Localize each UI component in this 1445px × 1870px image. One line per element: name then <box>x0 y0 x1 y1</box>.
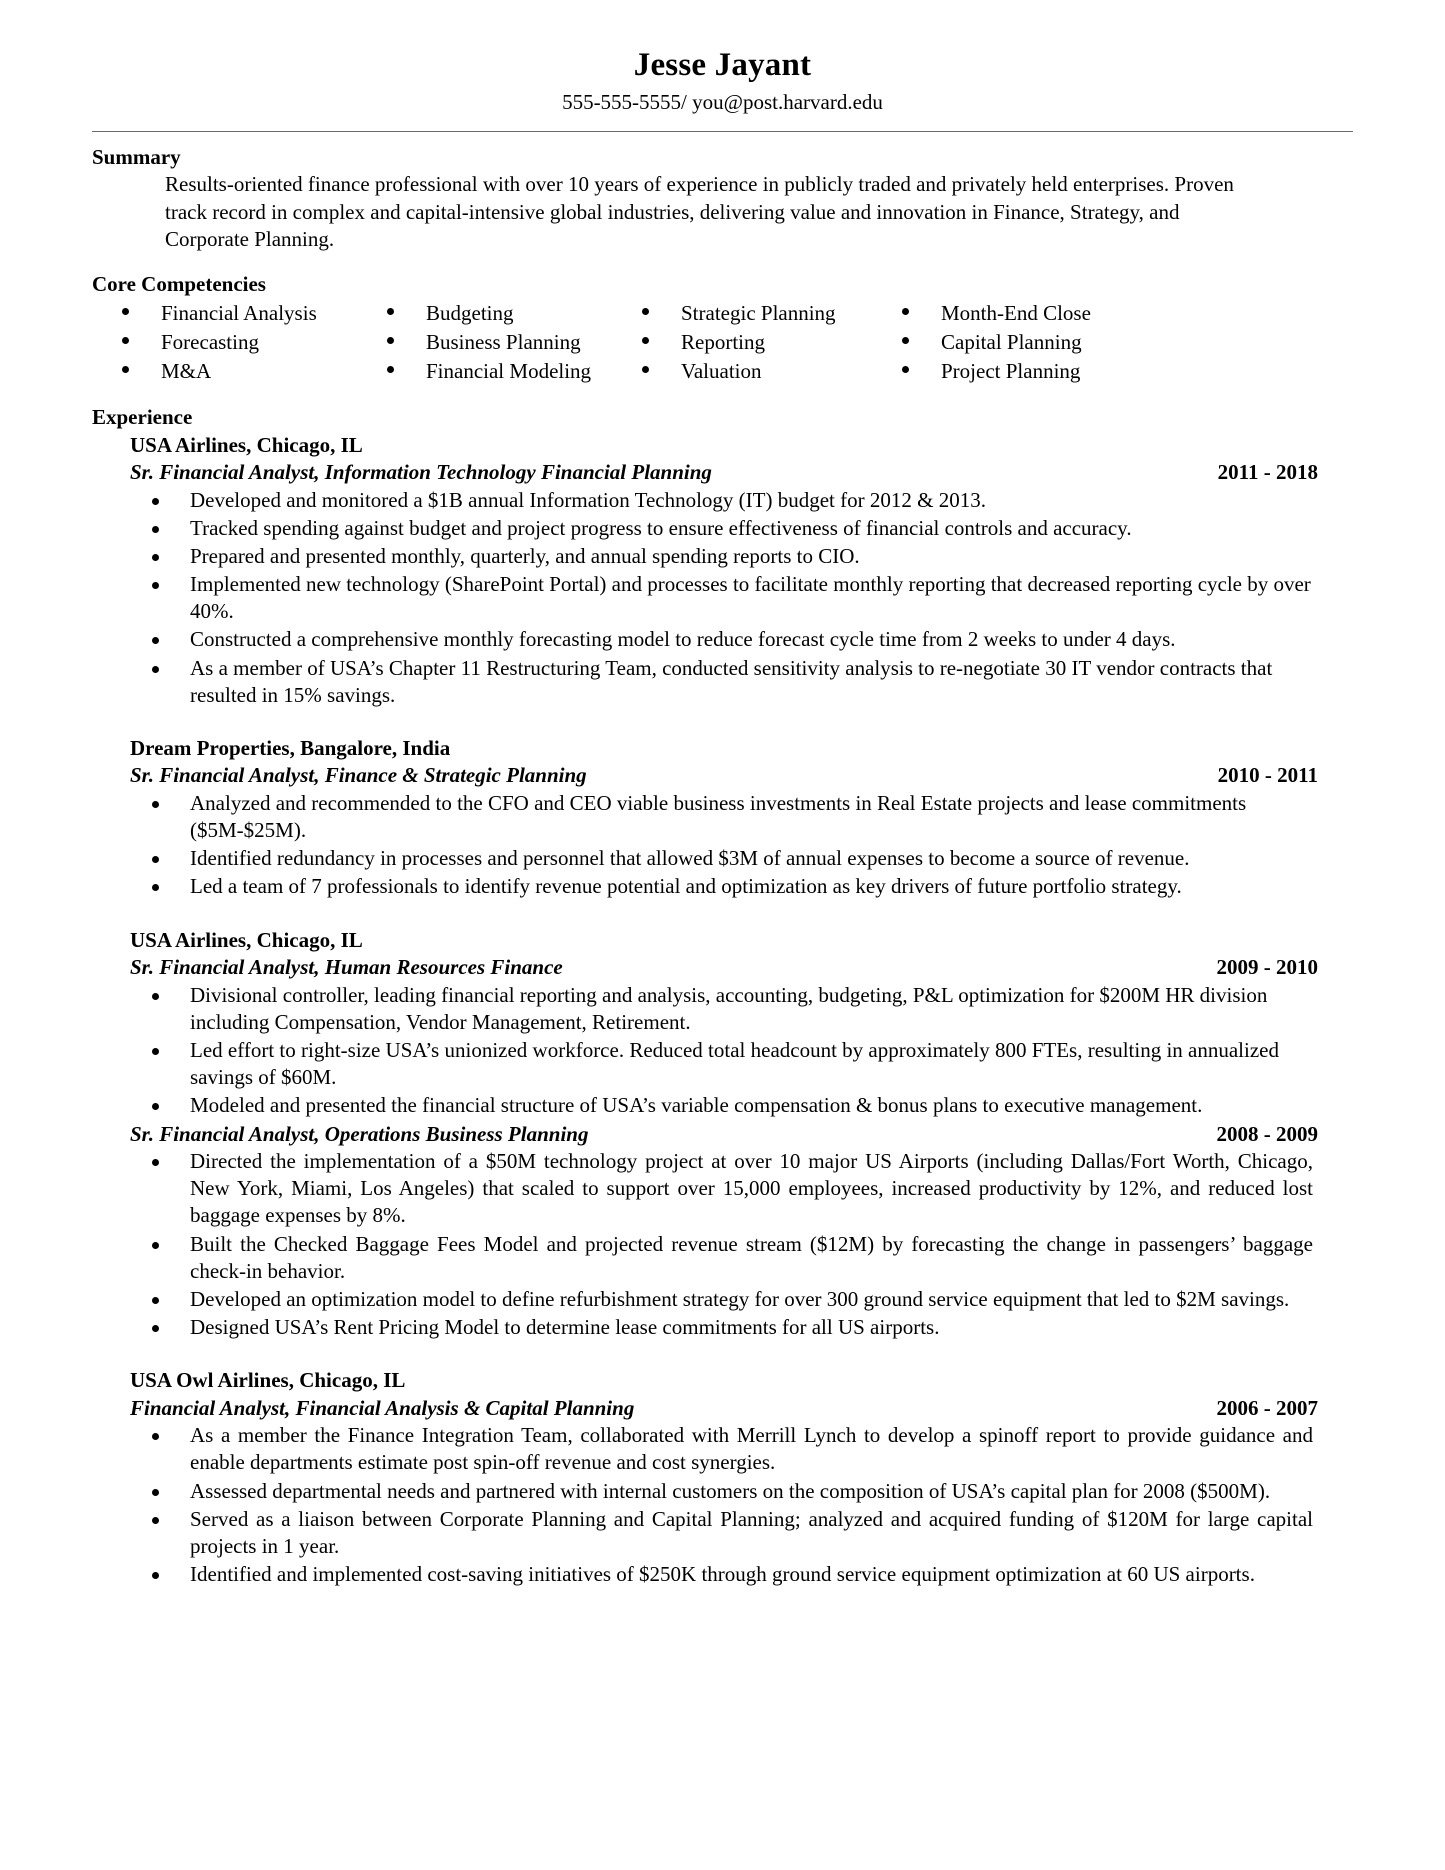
job-bullet: Identified redundancy in processes and personnel that allowed $3M of annual expenses to become a source of revenue. <box>130 845 1315 872</box>
experience-jobs <box>92 432 1353 1589</box>
job-company: Dream Properties, Bangalore, India <box>130 736 451 760</box>
bullet-dot-icon <box>642 337 649 344</box>
competency-label: Reporting <box>681 330 765 355</box>
competency-item <box>642 328 902 357</box>
competency-label: Financial Analysis <box>161 301 317 326</box>
job-company: USA Airlines, Chicago, IL <box>130 927 363 952</box>
job-bullet: Led a team of 7 professionals to identify revenue potential and optimization as key drivers of future portfolio strategy. <box>130 873 1315 900</box>
job-role-header <box>130 459 1318 485</box>
bullet-dot-icon <box>122 337 129 344</box>
job-role-title: Sr. Financial Analyst, Finance & Strategic Planning <box>130 763 587 788</box>
job-role-dates: 2009 - 2010 <box>1216 955 1318 980</box>
job-bullet: Developed an optimization model to define refurbishment strategy for over 300 ground service equipment that led to $2M savings. <box>130 1286 1315 1313</box>
competency-item <box>387 299 642 328</box>
job-bullet: Designed USA’s Rent Pricing Model to determine lease commitments for all US airports. <box>130 1314 1315 1341</box>
competency-label: Project Planning <box>941 359 1081 384</box>
bullet-dot-icon <box>387 366 394 373</box>
summary-section <box>92 145 1353 253</box>
job-bullet: Assessed departmental needs and partnered with internal customers on the composition of USA’s capital plan for 2008 ($500M). <box>130 1478 1315 1505</box>
bullet-dot-icon <box>642 366 649 373</box>
competency-item <box>122 357 387 386</box>
competency-label: Financial Modeling <box>426 359 592 384</box>
job-role-title: Financial Analyst, Financial Analysis & Capital Planning <box>130 1395 635 1420</box>
resume-header <box>92 46 1353 115</box>
job-bullet: As a member the Finance Integration Team, collaborated with Merrill Lynch to develop a spinoff report to provide guidance and enable departments estimate post spin-off revenue and cost synergies. <box>130 1422 1315 1476</box>
job-bullet-list <box>130 1148 1315 1341</box>
core-competencies-grid <box>122 299 1317 386</box>
competency-label: Strategic Planning <box>681 301 836 326</box>
competency-label: M&A <box>161 359 212 384</box>
job-bullet-list <box>130 1422 1315 1588</box>
job-company: USA Owl Airlines, Chicago, IL <box>130 1368 406 1393</box>
job-bullet: Served as a liaison between Corporate Planning and Capital Planning; analyzed and acquired funding of $120M for large capital projects in 1 year. <box>130 1506 1315 1560</box>
experience-job <box>130 432 1353 709</box>
summary-text: Results-oriented finance professional with over 10 years of experience in publicly traded and privately held enterprises. Proven track record in complex and capital-intensive global industries, delivering value and innovation in Finance, Strategy, and Corporate Planning. <box>165 172 1234 251</box>
bullet-dot-icon <box>387 337 394 344</box>
job-role <box>130 459 1353 709</box>
job-role-dates: 2008 - 2009 <box>1216 1121 1318 1146</box>
experience-section <box>92 405 1353 1588</box>
job-role-dates: 2010 - 2011 <box>1217 763 1318 788</box>
competency-label: Business Planning <box>426 330 581 355</box>
experience-heading: Experience <box>92 405 193 430</box>
competency-item <box>387 328 642 357</box>
job-role <box>130 1395 1353 1589</box>
job-role-header <box>130 1395 1318 1421</box>
competency-item <box>642 299 902 328</box>
job-bullet: Directed the implementation of a $50M technology project at over 10 major US Airports (including Dallas/Fort Worth, Chicago, New York, Miami, Los Angeles) that scaled to support over 15,000 employees, increased productivity by 12%, and reduced lost baggage expenses by 8%. <box>130 1148 1315 1230</box>
competency-item <box>387 357 642 386</box>
job-bullet: Identified and implemented cost-saving initiatives of $250K through ground service equipment optimization at 60 US airports. <box>130 1561 1315 1588</box>
core-competencies-heading: Core Competencies <box>92 272 266 297</box>
job-bullet-list <box>130 790 1315 901</box>
job-bullet: Prepared and presented monthly, quarterly, and annual spending reports to CIO. <box>130 543 1315 570</box>
bullet-dot-icon <box>902 366 909 373</box>
experience-job <box>130 735 1353 901</box>
job-role-title: Sr. Financial Analyst, Human Resources Finance <box>130 955 563 980</box>
competency-item <box>122 328 387 357</box>
job-role-title: Sr. Financial Analyst, Operations Business Planning <box>130 1121 589 1146</box>
bullet-dot-icon <box>122 366 129 373</box>
job-bullet-list <box>130 982 1315 1120</box>
bullet-dot-icon <box>122 308 129 315</box>
job-role <box>130 954 1353 1119</box>
competency-item <box>902 299 1317 328</box>
competency-item <box>902 328 1317 357</box>
job-bullet: As a member of USA’s Chapter 11 Restructuring Team, conducted sensitivity analysis to re-negotiate 30 IT vendor contracts that resulted in 15% savings. <box>130 655 1315 709</box>
competency-item <box>902 357 1317 386</box>
candidate-contact: 555-555-5555/ you@post.harvard.edu <box>562 89 883 114</box>
job-bullet: Analyzed and recommended to the CFO and CEO viable business investments in Real Estate projects and lease commitments ($5M-$25M). <box>130 790 1315 844</box>
job-role-dates: 2006 - 2007 <box>1216 1395 1318 1420</box>
candidate-name: Jesse Jayant <box>633 47 812 83</box>
competency-label: Budgeting <box>426 301 514 326</box>
job-role-title: Sr. Financial Analyst, Information Technology Financial Planning <box>130 460 712 485</box>
competency-item <box>122 299 387 328</box>
bullet-dot-icon <box>902 308 909 315</box>
job-role-dates: 2011 - 2018 <box>1217 460 1318 485</box>
bullet-dot-icon <box>387 308 394 315</box>
job-bullet: Modeled and presented the financial structure of USA’s variable compensation & bonus plans to executive management. <box>130 1092 1315 1119</box>
competency-item <box>642 357 902 386</box>
job-bullet: Built the Checked Baggage Fees Model and projected revenue stream ($12M) by forecasting the change in passengers’ baggage check-in behavior. <box>130 1231 1315 1285</box>
experience-job <box>130 1367 1353 1588</box>
summary-heading: Summary <box>92 145 181 170</box>
job-role-header <box>130 954 1318 980</box>
competency-label: Forecasting <box>161 330 259 355</box>
job-bullet: Divisional controller, leading financial reporting and analysis, accounting, budgeting, P&L optimization for $200M HR division including Compensation, Vendor Management, Retirement. <box>130 982 1315 1036</box>
experience-job <box>130 927 1353 1342</box>
competency-label: Month-End Close <box>941 301 1091 326</box>
bullet-dot-icon <box>902 337 909 344</box>
job-bullet: Tracked spending against budget and project progress to ensure effectiveness of financial controls and accuracy. <box>130 515 1315 542</box>
job-role-header <box>130 762 1318 788</box>
bullet-dot-icon <box>642 308 649 315</box>
competency-label: Valuation <box>681 359 762 384</box>
job-bullet: Implemented new technology (SharePoint Portal) and processes to facilitate monthly reporting that decreased reporting cycle by over 40%. <box>130 571 1315 625</box>
job-bullet: Developed and monitored a $1B annual Information Technology (IT) budget for 2012 & 2013. <box>130 487 1315 514</box>
job-role-header <box>130 1121 1318 1147</box>
job-bullet-list <box>130 487 1315 710</box>
core-competencies-section <box>92 272 1353 386</box>
job-bullet: Constructed a comprehensive monthly forecasting model to reduce forecast cycle time from 2 weeks to under 4 days. <box>130 626 1315 653</box>
job-bullet: Led effort to right-size USA’s unionized workforce. Reduced total headcount by approximately 800 FTEs, resulting in annualized savings of $60M. <box>130 1037 1315 1091</box>
job-role <box>130 762 1353 900</box>
competency-label: Capital Planning <box>941 330 1082 355</box>
header-divider <box>92 131 1353 132</box>
job-role <box>130 1121 1353 1342</box>
job-company: USA Airlines, Chicago, IL <box>130 432 363 457</box>
